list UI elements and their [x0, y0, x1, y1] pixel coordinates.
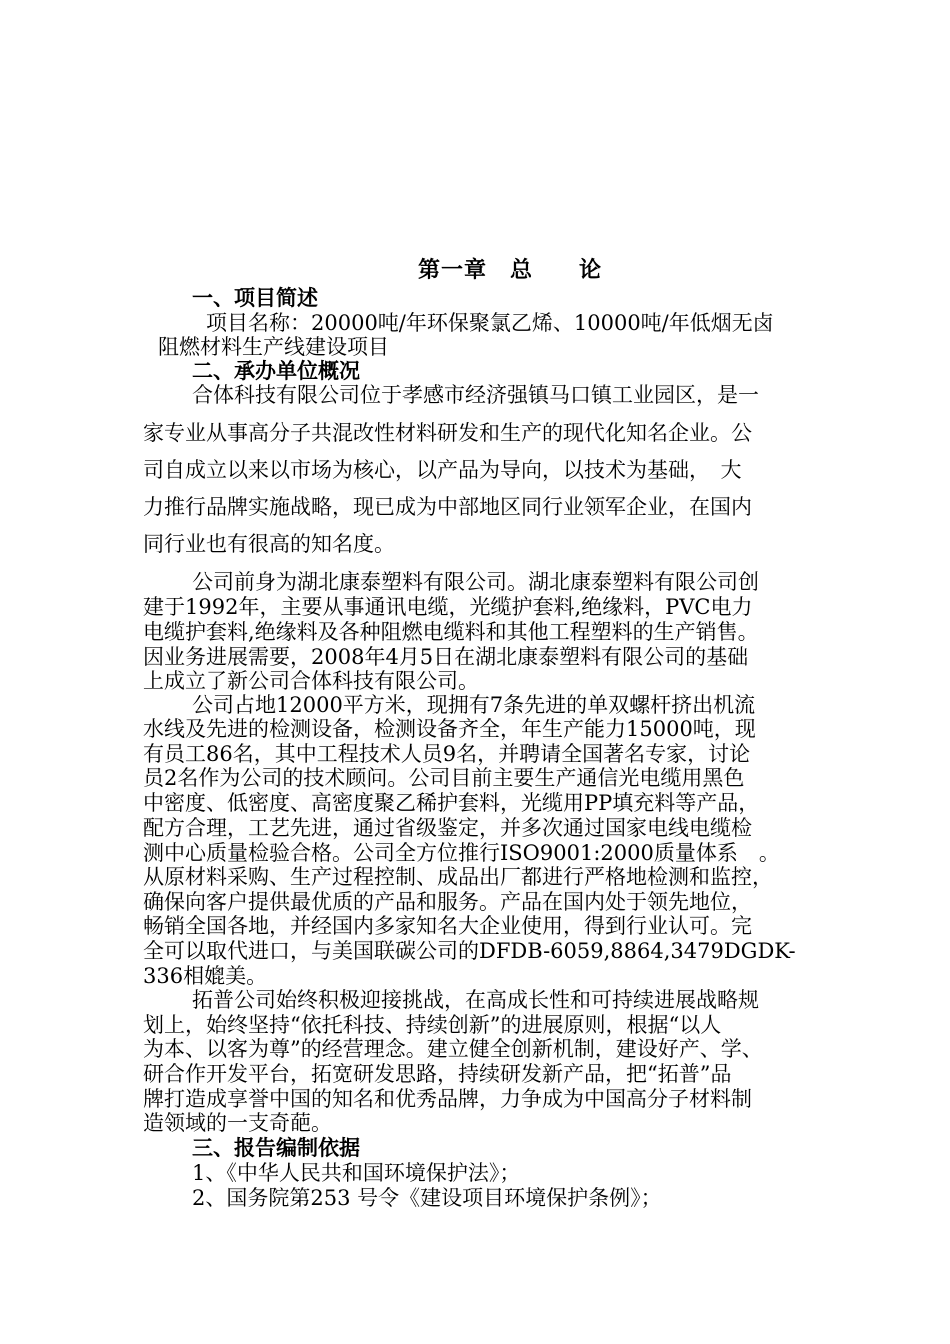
paragraph-line: 家专业从事高分子共混改性材料研发和生产的现代化知名企业。公 [143, 421, 752, 445]
section3-heading: 三、报告编制依据 [192, 1136, 360, 1160]
paragraph-line: 电缆护套料,绝缘料及各种阻燃电缆料和其他工程塑料的生产销售。 [143, 620, 759, 644]
basis-item: 1、《中华人民共和国环境保护法》； [192, 1161, 521, 1185]
paragraph-line: 水线及先进的检测设备，检测设备齐全，年生产能力15000吨，现 [143, 717, 756, 741]
paragraph-line: 建于1992年，主要从事通讯电缆，光缆护套料,绝缘料，PVC电力 [143, 595, 753, 619]
paragraph-line: 力推行品牌实施战略，现已成为中部地区同行业领军企业，在国内 [143, 495, 752, 519]
paragraph-line: 测中心质量检验合格。公司全方位推行ISO9001:2000质量体系 。 [143, 841, 780, 865]
paragraph-line: 公司前身为湖北康泰塑料有限公司。湖北康泰塑料有限公司创 [192, 570, 759, 594]
paragraph-line: 同行业也有很高的知名度。 [143, 532, 395, 556]
chapter-title: 第一章 总 论 [418, 258, 603, 283]
paragraph-line: 拓普公司始终积极迎接挑战，在高成长性和可持续进展战略规 [192, 988, 759, 1012]
paragraph-line: 研合作开发平台，拓宽研发思路，持续研发新产品，把“拓普”品 [143, 1062, 732, 1086]
paragraph-line: 划上，始终坚持“依托科技、持续创新”的进展原则，根据“以人 [143, 1013, 722, 1037]
paragraph-line: 上成立了新公司合体科技有限公司。 [143, 669, 479, 693]
paragraph-line: 因业务进展需要，2008年4月5日在湖北康泰塑料有限公司的基础 [143, 645, 749, 669]
paragraph-line: 员2名作为公司的技术顾问。公司目前主要生产通信光电缆用黑色 [143, 766, 745, 790]
paragraph-line: 合体科技有限公司位于孝感市经济强镇马口镇工业园区，是一 [192, 383, 759, 407]
paragraph-line: 全可以取代进口，与美国联碳公司的DFDB-6059,8864,3479DGDK- [143, 939, 796, 963]
paragraph-line: 从原材料采购、生产过程控制、成品出厂都进行严格地检测和监控， [143, 865, 773, 889]
section2-heading: 二、承办单位概况 [192, 359, 360, 383]
section1-line: 阻燃材料生产线建设项目 [158, 335, 389, 359]
paragraph-line: 司自成立以来以市场为核心，以产品为导向，以技术为基础， 大 [143, 458, 742, 482]
section1-line: 项目名称：20000吨/年环保聚氯乙烯、10000吨/年低烟无卤 [206, 311, 774, 335]
paragraph-line: 牌打造成享誉中国的知名和优秀品牌，力争成为中国高分子材料制 [143, 1087, 752, 1111]
paragraph-line: 造领域的一支奇葩。 [143, 1111, 332, 1135]
basis-item: 2、国务院第253 号令《建设项目环境保护条例》； [192, 1186, 662, 1210]
paragraph-line: 为本、以客为尊”的经营理念。建立健全创新机制，建设好产、学、 [143, 1037, 763, 1061]
paragraph-line: 确保向客户提供最优质的产品和服务。产品在国内处于领先地位， [143, 890, 752, 914]
paragraph-line: 有员工86名，其中工程技术人员9名，并聘请全国著名专家，讨论 [143, 742, 751, 766]
paragraph-line: 畅销全国各地，并经国内多家知名大企业使用，得到行业认可。完 [143, 914, 752, 938]
paragraph-line: 公司占地12000平方米，现拥有7条先进的单双螺杆挤出机流 [192, 693, 756, 717]
paragraph-line: 配方合理，工艺先进，通过省级鉴定，并多次通过国家电线电缆检 [143, 816, 752, 840]
paragraph-line: 336相媲美。 [143, 964, 268, 988]
section1-heading: 一、项目简述 [192, 286, 318, 310]
paragraph-line: 中密度、低密度、高密度聚乙稀护套料，光缆用PP填充料等产品， [143, 791, 760, 815]
